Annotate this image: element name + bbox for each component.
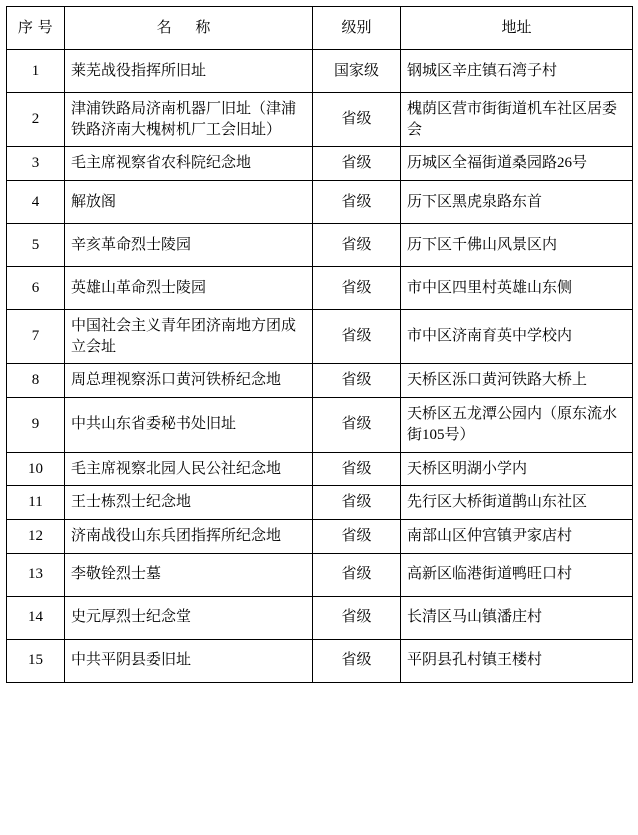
cell-level: 省级 <box>313 519 401 553</box>
heritage-sites-table <box>6 6 633 683</box>
cell-name: 史元厚烈士纪念堂 <box>65 596 313 639</box>
cell-name: 莱芜战役指挥所旧址 <box>65 50 313 93</box>
table-header-row <box>7 7 633 50</box>
cell-index: 10 <box>7 452 65 486</box>
cell-name: 济南战役山东兵团指挥所纪念地 <box>65 519 313 553</box>
column-header-address: 地址 <box>401 7 633 50</box>
cell-address: 历下区千佛山风景区内 <box>401 224 633 267</box>
cell-address: 平阴县孔村镇王楼村 <box>401 639 633 682</box>
cell-index: 9 <box>7 398 65 452</box>
table-row <box>7 519 633 553</box>
cell-name: 毛主席视察省农科院纪念地 <box>65 147 313 181</box>
cell-index: 15 <box>7 639 65 682</box>
cell-level: 省级 <box>313 267 401 310</box>
cell-level: 省级 <box>313 452 401 486</box>
table-row <box>7 93 633 147</box>
cell-index: 12 <box>7 519 65 553</box>
cell-level: 省级 <box>313 364 401 398</box>
cell-address: 长清区马山镇潘庄村 <box>401 596 633 639</box>
cell-name: 王士栋烈士纪念地 <box>65 486 313 520</box>
table-row <box>7 452 633 486</box>
cell-index: 4 <box>7 181 65 224</box>
cell-address: 市中区四里村英雄山东侧 <box>401 267 633 310</box>
cell-address: 高新区临港街道鸭旺口村 <box>401 553 633 596</box>
table-row <box>7 224 633 267</box>
table-row <box>7 486 633 520</box>
cell-address: 天桥区明湖小学内 <box>401 452 633 486</box>
table-row <box>7 398 633 452</box>
table-row <box>7 364 633 398</box>
cell-address: 钢城区辛庄镇石湾子村 <box>401 50 633 93</box>
cell-index: 8 <box>7 364 65 398</box>
table-row <box>7 267 633 310</box>
cell-index: 2 <box>7 93 65 147</box>
cell-level: 省级 <box>313 486 401 520</box>
cell-level: 省级 <box>313 553 401 596</box>
cell-name: 毛主席视察北园人民公社纪念地 <box>65 452 313 486</box>
table-header <box>7 7 633 50</box>
cell-name: 津浦铁路局济南机器厂旧址（津浦铁路济南大槐树机厂工会旧址） <box>65 93 313 147</box>
cell-index: 1 <box>7 50 65 93</box>
cell-name: 中国社会主义青年团济南地方团成立会址 <box>65 310 313 364</box>
cell-address: 槐荫区营市街街道机车社区居委会 <box>401 93 633 147</box>
cell-address: 南部山区仲宫镇尹家店村 <box>401 519 633 553</box>
column-header-level: 级别 <box>313 7 401 50</box>
cell-name: 周总理视察泺口黄河铁桥纪念地 <box>65 364 313 398</box>
column-header-index: 序 号 <box>7 7 65 50</box>
cell-level: 省级 <box>313 93 401 147</box>
cell-level: 国家级 <box>313 50 401 93</box>
cell-address: 历城区全福街道桑园路26号 <box>401 147 633 181</box>
cell-name: 英雄山革命烈士陵园 <box>65 267 313 310</box>
cell-address: 历下区黑虎泉路东首 <box>401 181 633 224</box>
cell-index: 13 <box>7 553 65 596</box>
cell-level: 省级 <box>313 181 401 224</box>
cell-name: 中共平阴县委旧址 <box>65 639 313 682</box>
table-row <box>7 310 633 364</box>
cell-level: 省级 <box>313 596 401 639</box>
cell-index: 11 <box>7 486 65 520</box>
cell-level: 省级 <box>313 147 401 181</box>
cell-name: 李敬铨烈士墓 <box>65 553 313 596</box>
cell-index: 7 <box>7 310 65 364</box>
cell-index: 5 <box>7 224 65 267</box>
table-row <box>7 181 633 224</box>
cell-level: 省级 <box>313 398 401 452</box>
table-row <box>7 596 633 639</box>
cell-address: 天桥区五龙潭公园内（原东流水街105号） <box>401 398 633 452</box>
table-row <box>7 553 633 596</box>
cell-level: 省级 <box>313 224 401 267</box>
cell-address: 天桥区泺口黄河铁路大桥上 <box>401 364 633 398</box>
cell-address: 市中区济南育英中学校内 <box>401 310 633 364</box>
cell-name: 解放阁 <box>65 181 313 224</box>
cell-address: 先行区大桥街道鹊山东社区 <box>401 486 633 520</box>
table-body <box>7 50 633 683</box>
cell-name: 辛亥革命烈士陵园 <box>65 224 313 267</box>
cell-name: 中共山东省委秘书处旧址 <box>65 398 313 452</box>
cell-index: 14 <box>7 596 65 639</box>
cell-index: 3 <box>7 147 65 181</box>
table-row <box>7 50 633 93</box>
table-row <box>7 147 633 181</box>
cell-level: 省级 <box>313 639 401 682</box>
cell-level: 省级 <box>313 310 401 364</box>
cell-index: 6 <box>7 267 65 310</box>
column-header-name: 名 称 <box>65 7 313 50</box>
table-row <box>7 639 633 682</box>
